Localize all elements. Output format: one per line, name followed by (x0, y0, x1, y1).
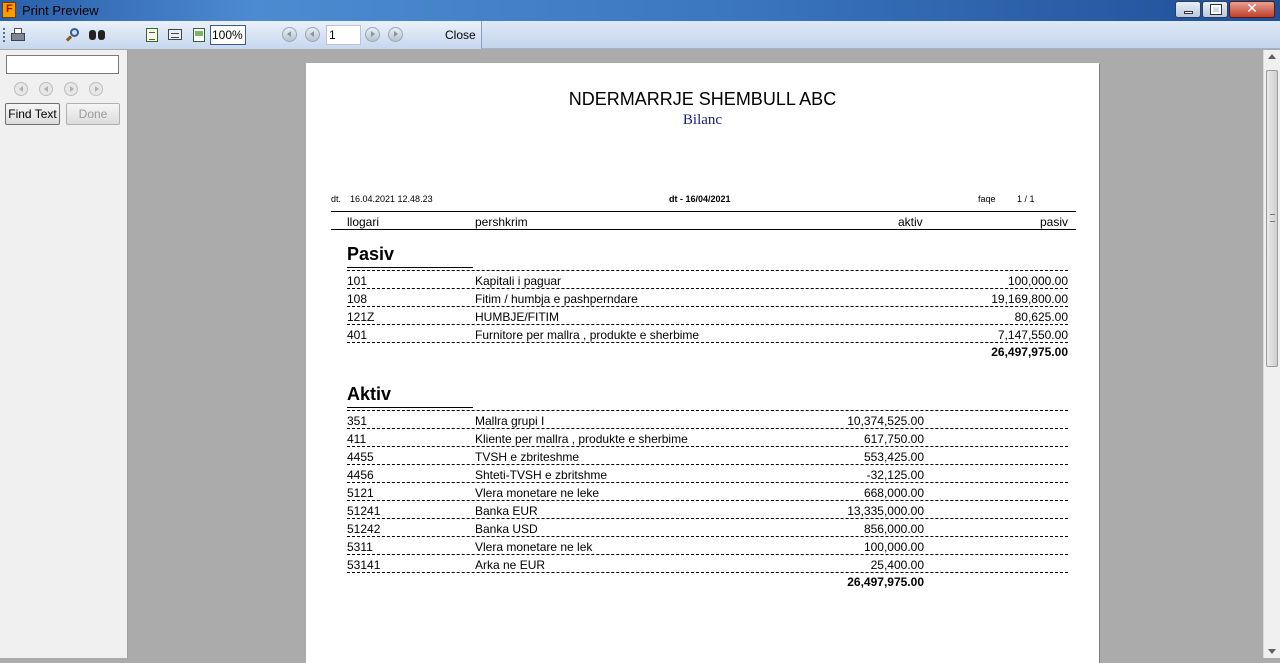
vertical-scrollbar[interactable] (1263, 50, 1280, 658)
section-total-aktiv: 26,497,975.00 (847, 575, 924, 589)
one-page-icon[interactable] (143, 26, 161, 44)
page-width-icon[interactable] (166, 26, 184, 44)
page-number-input[interactable]: 1 (326, 25, 361, 45)
company-name: NDERMARRJE SHEMBULL ABC (568, 89, 837, 109)
header-rule-top (331, 211, 1076, 212)
amount-pasiv: 80,625.00 (1014, 310, 1068, 324)
account-code: 411 (347, 432, 367, 446)
find-next-icon (64, 82, 78, 96)
last-page-icon[interactable] (388, 27, 403, 42)
table-row (347, 554, 1068, 573)
app-icon[interactable] (2, 2, 16, 18)
column-header-code: llogari (347, 215, 380, 229)
close-icon: ✕ (1246, 1, 1258, 17)
print-icon[interactable] (9, 26, 27, 44)
date-filter: dt - 16/04/2021 (669, 194, 731, 204)
section-underline (347, 267, 473, 268)
account-description: Banka EUR (475, 504, 538, 518)
account-code: 51242 (347, 522, 381, 536)
scroll-thumb[interactable] (1266, 70, 1278, 367)
first-page-icon[interactable] (282, 27, 297, 42)
find-text-input[interactable] (6, 55, 119, 74)
report-title: Bilanc (682, 112, 723, 128)
find-icon[interactable] (88, 26, 106, 44)
table-row (347, 446, 1068, 465)
date-label: dt. (331, 194, 342, 204)
account-code: 108 (347, 292, 368, 306)
account-description: Shteti-TVSH e zbritshme (475, 468, 608, 482)
maximize-button[interactable] (1202, 1, 1228, 18)
account-code: 4456 (347, 468, 374, 482)
amount-pasiv: 100,000.00 (1007, 274, 1068, 288)
table-row (347, 270, 1068, 289)
title-bar (0, 0, 1280, 21)
table-row (347, 410, 1068, 429)
account-description: Kliente per mallra , produkte e sherbime (475, 432, 688, 446)
amount-aktiv: 617,750.00 (863, 432, 924, 446)
table-row (347, 536, 1068, 555)
section-title-pasiv: Pasiv (347, 244, 395, 264)
row-separator (347, 572, 1068, 573)
account-code: 4455 (347, 450, 374, 464)
account-description: Arka ne EUR (475, 558, 546, 572)
amount-aktiv: -32,125.00 (866, 468, 924, 482)
done-button[interactable]: Done (66, 103, 120, 125)
table-row (347, 482, 1068, 501)
minimize-icon (1184, 11, 1193, 14)
amount-aktiv: 553,425.00 (863, 450, 924, 464)
account-description: Banka USD (475, 522, 538, 536)
row-separator (347, 342, 1068, 343)
account-description: HUMBJE/FITIM (475, 310, 559, 324)
page-label: faqe (978, 194, 996, 204)
account-description: Vlera monetare ne leke (475, 486, 600, 500)
table-row (347, 464, 1068, 483)
close-preview-button[interactable]: Close (445, 28, 476, 42)
account-description: Fitim / humbja e pashperndare (475, 292, 638, 306)
find-panel (0, 50, 128, 658)
amount-aktiv: 668,000.00 (863, 486, 924, 500)
account-code: 401 (347, 328, 368, 342)
account-description: Kapitali i paguar (475, 274, 562, 288)
report-page (306, 63, 1099, 663)
table-row (347, 518, 1068, 537)
table-row (347, 324, 1068, 343)
column-header-description: pershkrim (475, 215, 528, 229)
account-description: TVSH e zbriteshme (475, 450, 580, 464)
zoom-icon[interactable] (64, 26, 82, 44)
section-underline (347, 407, 473, 408)
amount-aktiv: 13,335,000.00 (847, 504, 924, 518)
section-title-aktiv: Aktiv (347, 384, 392, 404)
page-count: 1 / 1 (1017, 194, 1035, 204)
amount-aktiv: 100,000.00 (863, 540, 924, 554)
account-code: 101 (347, 274, 368, 288)
column-header-pasiv: pasiv (1040, 215, 1069, 229)
amount-pasiv: 7,147,550.00 (997, 328, 1068, 342)
amount-pasiv: 19,169,800.00 (991, 292, 1068, 306)
minimize-button[interactable] (1175, 1, 1201, 18)
whole-page-icon[interactable] (190, 26, 208, 44)
account-code: 5121 (347, 486, 374, 500)
find-last-icon (89, 82, 103, 96)
zoom-input[interactable]: 100% (210, 25, 246, 45)
window-title: Print Preview (22, 3, 99, 18)
table-row (347, 428, 1068, 447)
next-page-icon[interactable] (365, 27, 380, 42)
amount-aktiv: 25,400.00 (870, 558, 924, 572)
amount-aktiv: 10,374,525.00 (847, 414, 924, 428)
table-row (347, 500, 1068, 519)
account-description: Mallra grupi I (475, 414, 545, 428)
table-row (347, 288, 1068, 307)
scroll-down-icon[interactable] (1268, 649, 1276, 654)
prev-page-icon[interactable] (305, 27, 320, 42)
table-row (347, 306, 1068, 325)
account-code: 53141 (347, 558, 381, 572)
toolbar-grip[interactable] (3, 28, 7, 42)
amount-aktiv: 856,000.00 (863, 522, 924, 536)
window-close-button[interactable] (1229, 1, 1275, 18)
find-text-button[interactable]: Find Text (5, 103, 60, 125)
find-first-icon (14, 82, 28, 96)
column-header-aktiv: aktiv (898, 215, 923, 229)
account-code: 351 (347, 414, 368, 428)
account-code: 121Z (347, 310, 375, 324)
account-description: Furnitore per mallra , produkte e sherbime (475, 328, 700, 342)
maximize-icon (1211, 5, 1221, 14)
find-prev-icon (39, 82, 53, 96)
section-total-pasiv: 26,497,975.00 (991, 345, 1068, 359)
account-code: 5311 (347, 540, 373, 554)
print-date: 16.04.2021 12.48.23 (350, 194, 433, 204)
scroll-up-icon[interactable] (1268, 54, 1276, 59)
account-description: Vlera monetare ne lek (475, 540, 593, 554)
header-rule-bottom (331, 229, 1076, 230)
account-code: 51241 (347, 504, 381, 518)
